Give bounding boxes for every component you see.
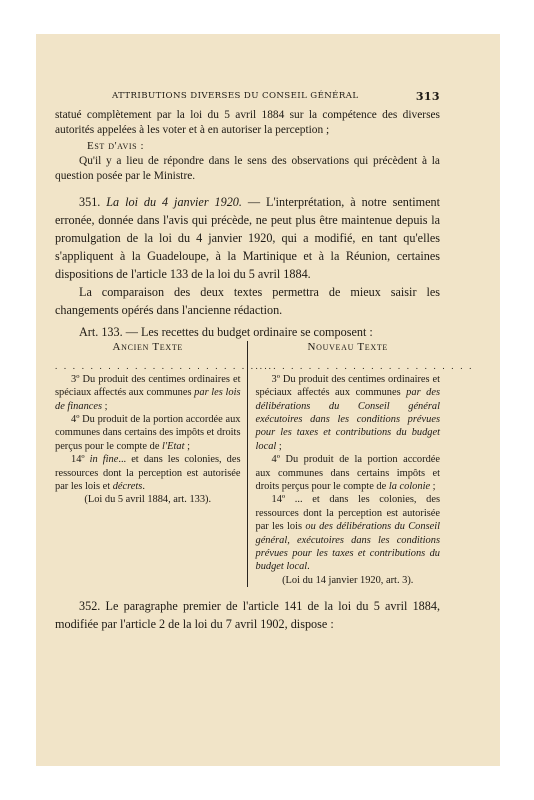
running-title: ATTRIBUTIONS DIVERSES DU CONSEIL GÉNÉRAL bbox=[112, 91, 359, 101]
page-number: 313 bbox=[415, 90, 440, 103]
section-351-title: La loi du 4 janvier 1920. bbox=[106, 195, 242, 210]
running-header bbox=[112, 91, 440, 101]
comparison-columns bbox=[55, 341, 474, 587]
article-133-intro: Art. 133. — Les recettes du budget ordinaire se composent : bbox=[79, 325, 373, 340]
section-352: 352. Le paragraphe premier de l'article 141 de la loi du 5 avril 1884, modifiée par l'article 2 de la loi du 7 avril 1902, dispose : bbox=[55, 599, 440, 632]
ancien-texte-column bbox=[55, 341, 274, 587]
ancien-item-14: 14º in fine... et dans les colonies, des ressources dont la perception est autorisée par les lois et décrets. bbox=[55, 454, 241, 493]
nouveau-item-14: 14º ... et dans les colonies, des ressources dont la perception est autorisée par les lois ou des délibérations du Conseil général, exécutoires dans les conditions prévues pour les taxes et contributions du budget local. bbox=[255, 494, 440, 573]
ancien-item-4: 4º Du produit de la portion accordée aux communes dans certains des impôts et droits perçus pour le compte de l'Etat ; bbox=[55, 414, 241, 452]
ancien-reference: (Loi du 5 avril 1884, art. 133). bbox=[84, 494, 212, 506]
conclusion-paragraph: Qu'il y a lieu de répondre dans le sens des observations qui précèdent à la question posée par le Ministre. bbox=[55, 155, 440, 182]
ancien-texte-heading: Ancien Texte bbox=[112, 341, 183, 354]
comparison-paragraph: La comparaison des deux textes permettra de mieux saisir les changements opérés dans l'ancienne rédaction. bbox=[55, 285, 440, 318]
intro-paragraph: statué complètement par la loi du 5 avril 1884 sur la compétence des diverses autorités appelées à les voter et à en autoriser la perception ; bbox=[55, 109, 440, 136]
nouveau-item-3: 3º Du produit des centimes ordinaires et spéciaux affectés aux communes par des délibérations du Conseil général exécutoires dans les conditions prévues pour les taxes et contributions du budget local ; bbox=[255, 373, 441, 452]
section-351-number: 351. bbox=[79, 195, 101, 210]
nouveau-item-4: 4º Du produit de la portion accordée aux communes dans certains impôts et droits perçus pour le compte de la colonie ; bbox=[255, 454, 440, 493]
page-body bbox=[55, 108, 474, 633]
ellipsis-dots: . . . . . . . . . . . . . . . . . . . . . . . . . bbox=[255, 360, 474, 371]
section-351-text: — L'interprétation, à notre sentiment erronée, donnée dans l'avis qui précède, ne peut plus être maintenue depuis la promulgation de la loi du 4 janvier 1920, qui a modifié, en tant qu'elles s'appliquent à la Guadeloupe, à la Martinique et à la Réunion, certaines dispositions de l'article 133 de la loi du 5 avril 1884. bbox=[55, 195, 441, 282]
est-davis-heading: Est d'avis : bbox=[87, 140, 145, 153]
section-351 bbox=[55, 193, 440, 283]
ellipsis-dots: . . . . . . . . . . . . . . . . . . . . . . . . . bbox=[55, 360, 274, 371]
nouveau-texte-heading: Nouveau Texte bbox=[307, 341, 389, 354]
nouveau-reference: (Loi du 14 janvier 1920, art. 3). bbox=[282, 574, 414, 586]
nouveau-texte-column bbox=[248, 341, 474, 587]
ancien-item-3: 3º Du produit des centimes ordinaires et spéciaux affectés aux communes par les lois de finances ; bbox=[55, 373, 241, 412]
